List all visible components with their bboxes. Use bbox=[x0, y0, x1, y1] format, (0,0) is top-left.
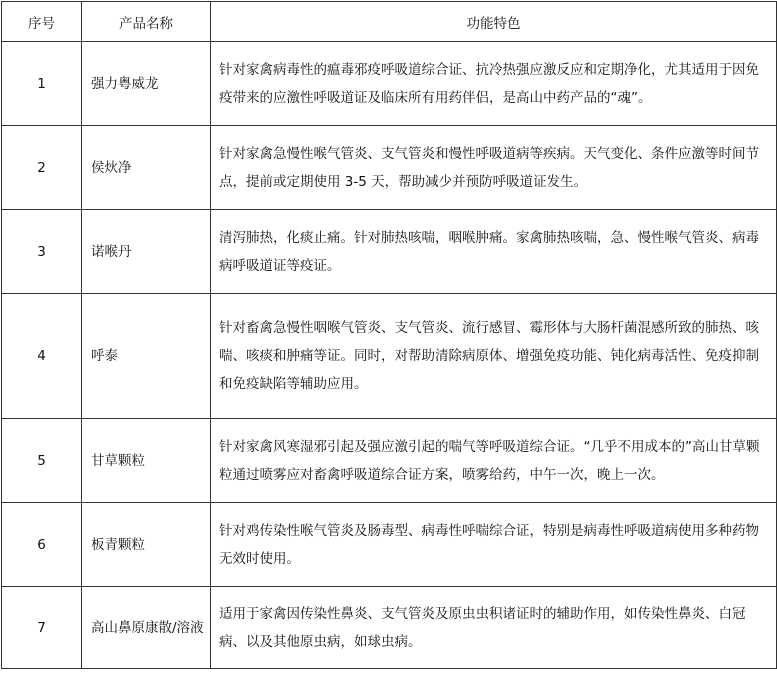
product-name: 高山鼻原康散/溶液 bbox=[82, 587, 211, 669]
product-table bbox=[1, 1, 777, 669]
table-row bbox=[2, 587, 777, 669]
row-number: 5 bbox=[2, 419, 82, 503]
row-number: 4 bbox=[2, 294, 82, 419]
row-number: 6 bbox=[2, 503, 82, 587]
header-index: 序号 bbox=[2, 2, 82, 42]
product-name: 侯炏净 bbox=[82, 126, 211, 210]
table-row bbox=[2, 419, 777, 503]
row-number: 1 bbox=[2, 42, 82, 126]
product-feature: 针对家禽病毒性的瘟毒邪疫呼吸道综合证、抗冷热强应激反应和定期净化，尤其适用于因免疫带来的应激性呼吸道证及临床所有用药伴侣，是高山中药产品的“魂”。 bbox=[211, 42, 777, 126]
row-number: 2 bbox=[2, 126, 82, 210]
row-number: 3 bbox=[2, 210, 82, 294]
table-row bbox=[2, 503, 777, 587]
product-feature: 针对家禽风寒湿邪引起及强应激引起的喘气等呼吸道综合证。“几乎不用成本的”高山甘草颗粒通过喷雾应对畜禽呼吸道综合证方案，喷雾给药，中午一次，晚上一次。 bbox=[211, 419, 777, 503]
product-name: 诺喉丹 bbox=[82, 210, 211, 294]
product-name: 板青颗粒 bbox=[82, 503, 211, 587]
product-feature: 针对畜禽急慢性咽喉气管炎、支气管炎、流行感冒、霉形体与大肠杆菌混感所致的肺热、咳喘、咳痰和肿痛等证。同时，对帮助清除病原体、增强免疫功能、钝化病毒活性、免疫抑制和免疫缺陷等辅助应用。 bbox=[211, 294, 777, 419]
header-row bbox=[2, 2, 777, 42]
header-product-name: 产品名称 bbox=[82, 2, 211, 42]
table-row bbox=[2, 294, 777, 419]
table-row bbox=[2, 210, 777, 294]
product-feature: 适用于家禽因传染性鼻炎、支气管炎及原虫虫积诸证时的辅助作用，如传染性鼻炎、白冠病、以及其他原虫病，如球虫病。 bbox=[211, 587, 777, 669]
row-number: 7 bbox=[2, 587, 82, 669]
product-feature: 针对家禽急慢性喉气管炎、支气管炎和慢性呼吸道病等疾病。天气变化、条件应激等时间节点，提前或定期使用 3-5 天，帮助减少并预防呼吸道证发生。 bbox=[211, 126, 777, 210]
product-feature: 针对鸡传染性喉气管炎及肠毒型、病毒性呼喘综合证，特别是病毒性呼吸道病使用多种药物无效时使用。 bbox=[211, 503, 777, 587]
product-feature: 清泻肺热，化痰止痛。针对肺热咳喘，咽喉肿痛。家禽肺热咳喘，急、慢性喉气管炎、病毒病呼吸道证等疫证。 bbox=[211, 210, 777, 294]
table-row bbox=[2, 42, 777, 126]
product-name: 强力粤威龙 bbox=[82, 42, 211, 126]
table-row bbox=[2, 126, 777, 210]
product-name: 呼泰 bbox=[82, 294, 211, 419]
header-features: 功能特色 bbox=[211, 2, 777, 42]
product-name: 甘草颗粒 bbox=[82, 419, 211, 503]
